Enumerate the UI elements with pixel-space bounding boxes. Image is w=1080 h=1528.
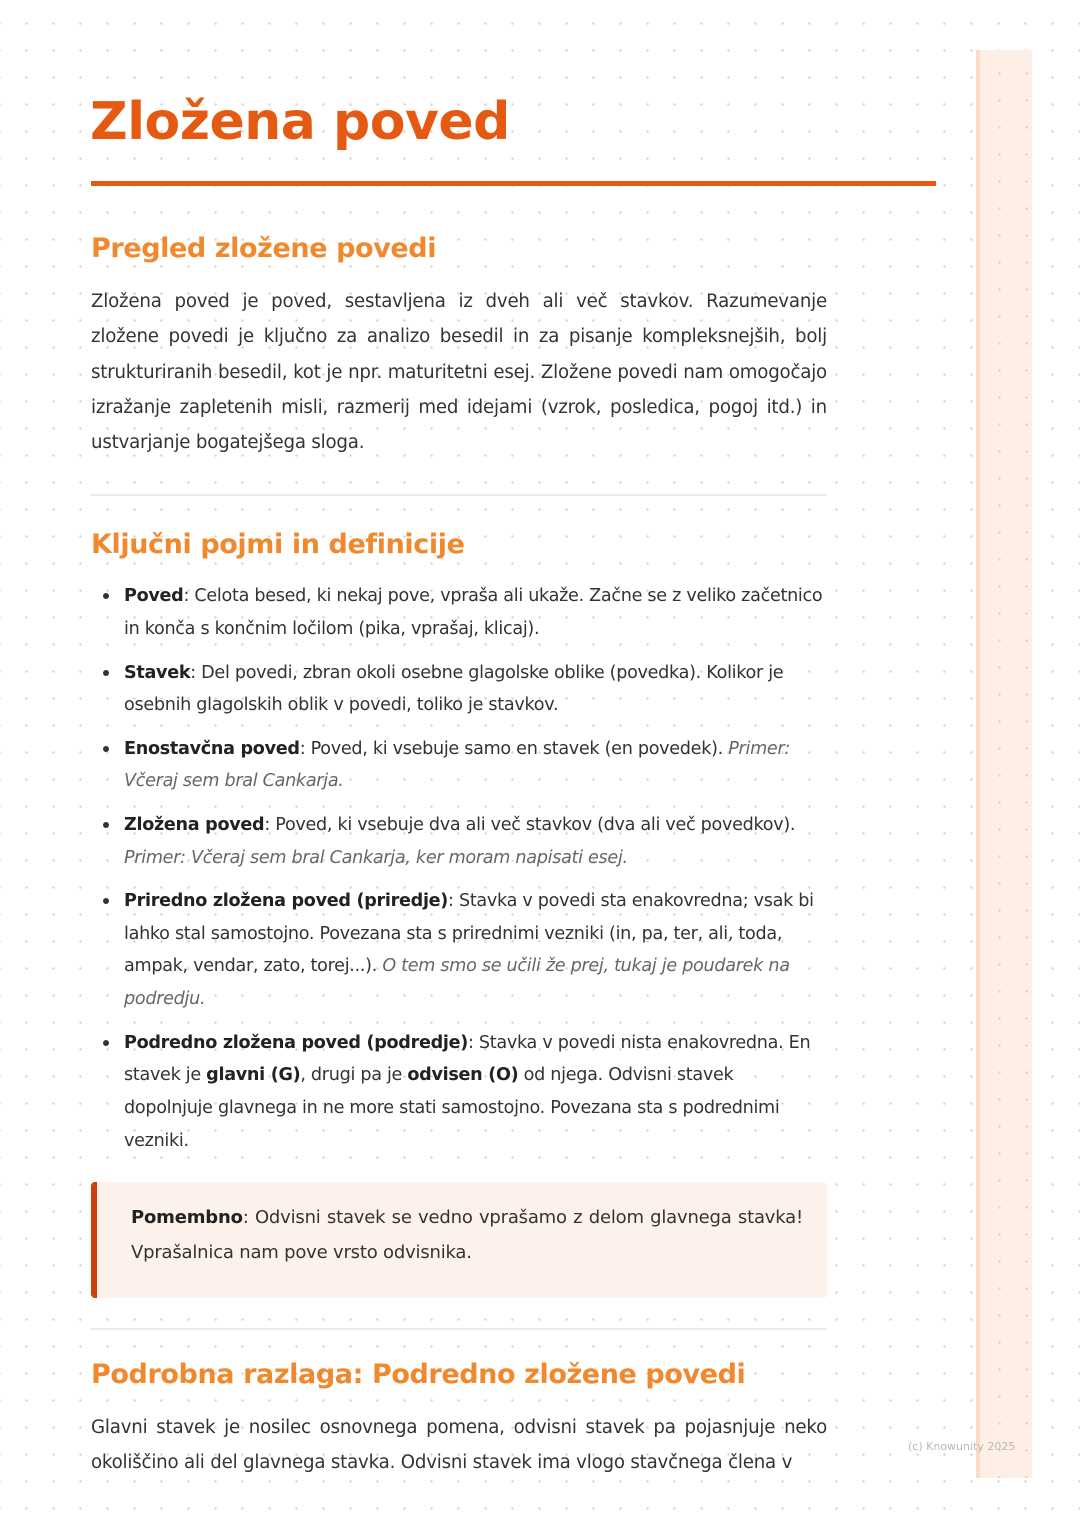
- page-title: Zložena poved: [90, 92, 510, 152]
- term-name: Podredno zložena poved (podredje): [124, 1032, 468, 1053]
- overview-paragraph: Zložena poved je poved, sestavljena iz dveh ali več stavkov. Razumevanje zložene povedi je ključno za analizo besedil in za pisanje kompleksnejših, bolj strukturiranih besedil, kot je npr. maturitetni esej. Zložene povedi nam omogočajo izražanje zapletenih misli, razmerij med idejami (vzrok, posledica, pogoj itd.) in ustvarjanje bogatejšega sloga.: [91, 291, 827, 454]
- term-definition: : Stavka v povedi sta enakovredna; vsak bi lahko stal samostojno. Povezana sta s prirednimi vezniki (in, pa, ter, ali, toda, ampak, vendar, zato, torej...).: [124, 890, 814, 977]
- list-item-enostavcna-poved: [91, 733, 827, 799]
- term-example: Primer: Včeraj sem bral Cankarja, ker moram napisati esej.: [124, 847, 628, 868]
- term-emphasis-glavni: glavni (G): [206, 1065, 301, 1086]
- term-example: O tem smo se učili že prej, tukaj je poudarek na podredju.: [124, 956, 790, 1010]
- term-definition: : Poved, ki vsebuje dva ali več stavkov (dva ali več povedkov).: [264, 814, 796, 835]
- list-item-zlozena-poved: [91, 809, 827, 875]
- section-heading-terms: Ključni pojmi in definicije: [91, 529, 465, 561]
- term-example: Primer: Včeraj sem bral Cankarja.: [124, 738, 791, 792]
- list-item-priredje: [91, 885, 827, 1016]
- term-name: Stavek: [124, 662, 191, 683]
- watermark: (c) Knowunity 2025: [908, 1440, 1016, 1453]
- term-name: Priredno zložena poved (priredje): [124, 890, 449, 911]
- divider: [91, 1328, 827, 1330]
- term-definition: : Del povedi, zbran okoli osebne glagolske oblike (povedka). Kolikor je osebnih glagolskih oblik v povedi, toliko je stavkov.: [124, 662, 784, 716]
- detail-paragraph: Glavni stavek je nosilec osnovnega pomena, odvisni stavek pa pojasnjuje neko okoliščino ali del glavnega stavka. Odvisni stavek ima vlogo stavčnega člena v: [91, 1416, 827, 1474]
- term-name: Poved: [124, 586, 184, 607]
- section-heading-overview: Pregled zložene povedi: [91, 233, 437, 264]
- term-definition: : Poved, ki vsebuje samo en stavek (en povedek).: [299, 738, 729, 759]
- list-item-poved: [91, 580, 827, 646]
- callout-label: Pomembno: [131, 1206, 243, 1228]
- term-list: [91, 580, 827, 1157]
- title-rule: [91, 181, 936, 186]
- section-heading-detail: Podrobna razlaga: Podredno zložene povedi: [91, 1358, 746, 1390]
- list-item-podredje: [91, 1027, 827, 1158]
- list-item-stavek: [91, 657, 827, 723]
- callout-text: : Odvisni stavek se vedno vprašamo z delom glavnega stavka! Vprašalnica nam pove vrsto odvisnika.: [131, 1206, 803, 1263]
- margin-strip: [976, 50, 1032, 1478]
- term-definition: : Stavka v povedi nista enakovredna. En stavek je: [124, 1032, 811, 1086]
- term-definition: : Celota besed, ki nekaj pove, vpraša ali ukaže. Začne se z veliko začetnico in konča s končnim ločilom (pika, vprašaj, klicaj).: [124, 586, 823, 640]
- document-content: [91, 222, 827, 1480]
- term-name: Zložena poved: [124, 814, 265, 835]
- divider: [91, 494, 827, 496]
- callout-important: [91, 1182, 827, 1298]
- term-definition: od njega. Odvisni stavek dopolnjuje glavnega in ne more stati samostojno. Povezana sta s podrednimi vezniki.: [124, 1065, 780, 1151]
- term-emphasis-odvisen: odvisen (O): [407, 1065, 519, 1086]
- term-name: Enostavčna poved: [124, 738, 300, 759]
- term-definition: , drugi pa je: [300, 1065, 408, 1086]
